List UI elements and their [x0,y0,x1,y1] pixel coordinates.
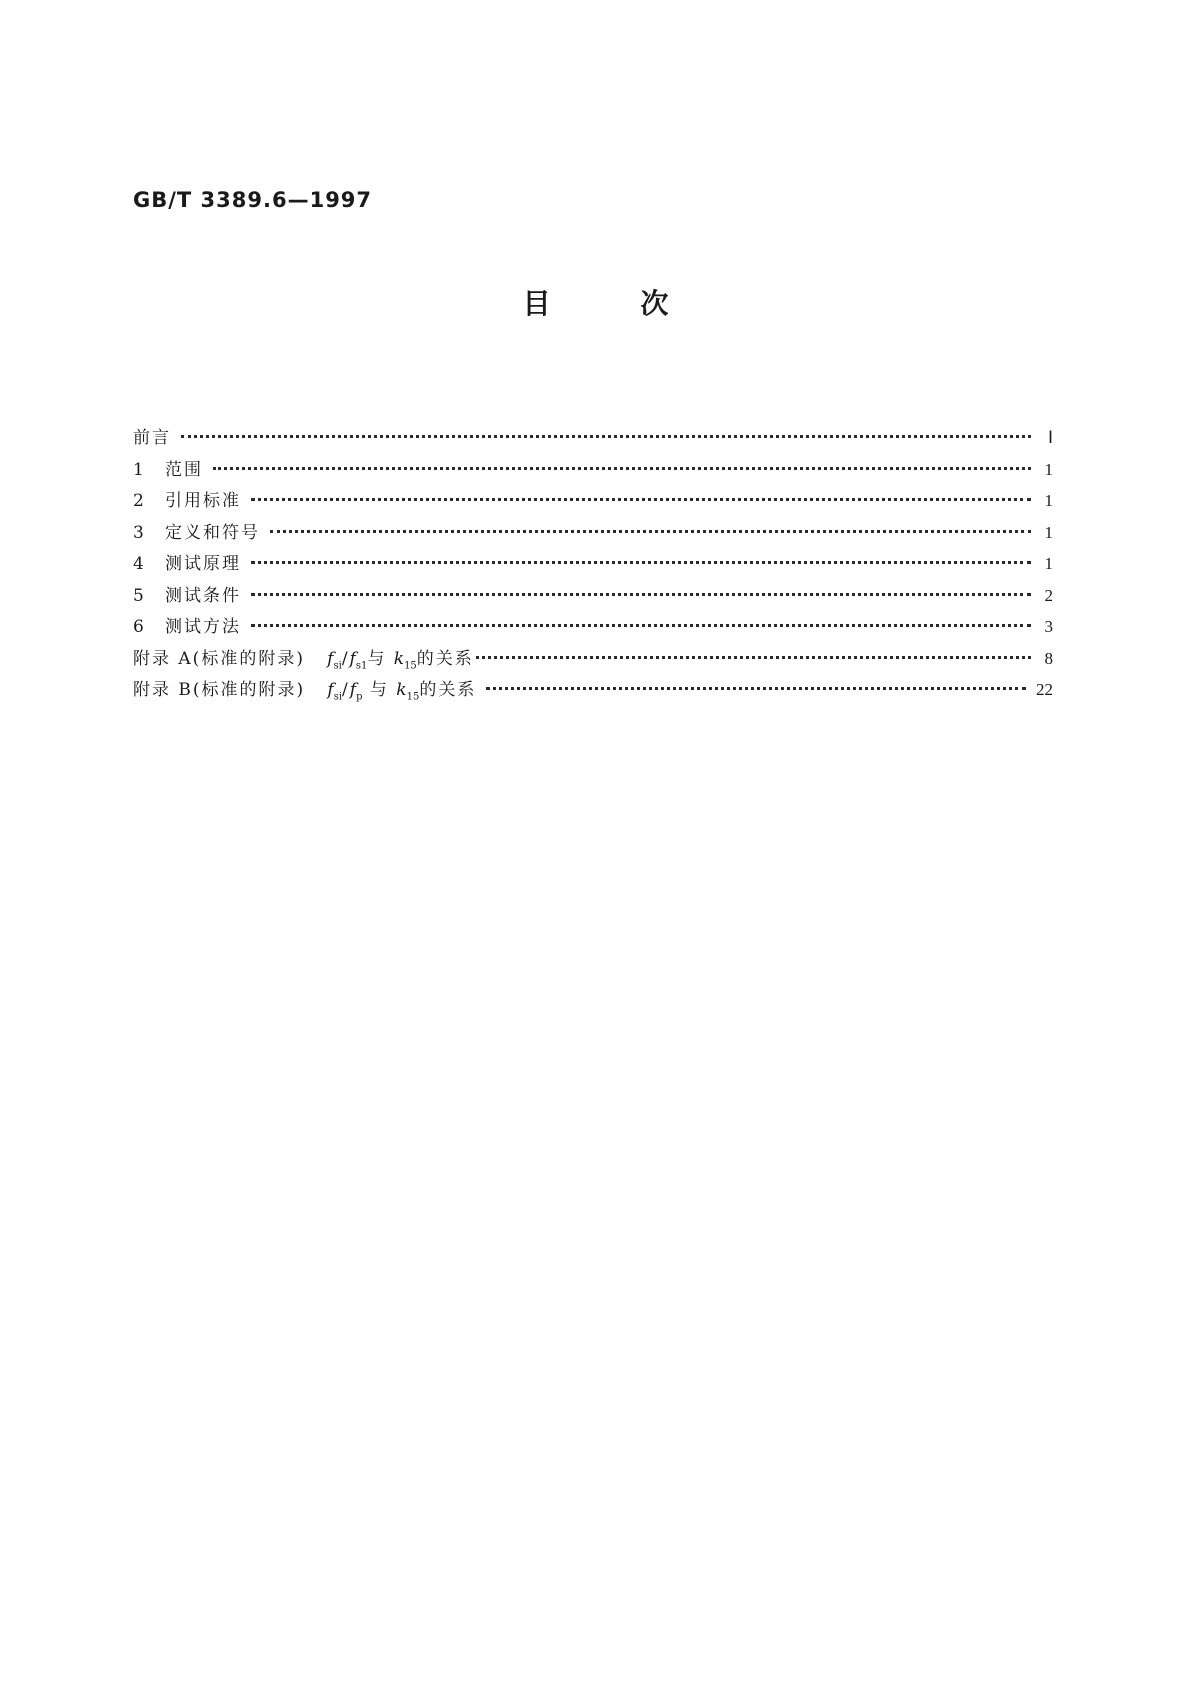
toc-entry-label: 引用标准 [165,491,241,511]
annex-prefix: 附录 A(标准的附录) [133,648,305,669]
toc-entry-page: Ⅰ [1047,428,1053,447]
toc-leader-dots [476,656,1031,659]
toc-entry-test-conditions[interactable] [133,580,1053,612]
toc-entry-number: 3 [133,522,144,543]
standard-number: GB/T 3389.6—1997 [133,188,373,212]
toc-entry-label: 定义和符号 [165,522,260,543]
toc-entry-label: 前言 [133,428,171,448]
formula-symbol: k [393,648,405,669]
annex-suffix: 的关系 [416,648,474,669]
toc-leader-dots [486,687,1026,690]
toc-leader-dots [181,435,1031,438]
toc-entry-annex-b[interactable] [133,674,1053,706]
toc-leader-dots [270,530,1031,533]
formula-slash: / [341,648,350,669]
toc-entry-label: 范围 [165,459,203,480]
toc-entry-test-method[interactable] [133,611,1053,643]
formula-symbol: f [327,648,334,669]
toc-entry-page: 2 [1044,585,1053,605]
annex-prefix: 附录 B(标准的附录) [133,680,306,700]
formula-subscript: s1 [355,659,368,671]
toc-entry-label: 测试方法 [165,617,241,637]
toc-entry-page: 1 [1044,459,1053,479]
toc-leader-dots [251,561,1031,564]
formula-connector: 与 [369,680,389,700]
formula-connector: 与 [367,648,387,669]
formula-subscript: si [333,659,342,671]
toc-entry-number: 6 [133,617,144,637]
formula-symbol: f [327,680,334,700]
toc-leader-dots [213,467,1031,470]
toc-entry-number: 5 [133,585,144,606]
toc-entry-label: 测试条件 [165,585,241,606]
toc-entry-page: 1 [1044,491,1053,510]
formula-symbol: k [396,680,407,700]
toc-entry-number: 4 [133,554,144,574]
formula-subscript: 15 [404,659,417,671]
toc-entry-page: 8 [1044,648,1053,668]
toc-entry-definitions[interactable] [133,517,1053,549]
toc-entry-page: 22 [1036,680,1053,699]
toc-entry-page: 1 [1044,522,1053,542]
toc-entry-annex-a[interactable] [133,643,1053,675]
toc-entry-label [133,675,476,713]
formula-subscript: 15 [406,691,420,703]
formula-subscript: si [333,691,343,703]
toc-heading: 目 次 [522,287,669,320]
formula-symbol: f [349,680,357,700]
toc-entry-normative-references[interactable] [133,485,1053,517]
table-of-contents [133,422,1053,706]
toc-entry-page: 3 [1044,617,1053,636]
toc-leader-dots [251,498,1031,501]
toc-leader-dots [251,593,1031,596]
formula-symbol: f [349,648,356,669]
formula-subscript: p [356,691,363,703]
toc-entry-number: 2 [133,491,144,511]
toc-entry-foreword[interactable] [133,422,1053,454]
formula-slash: / [342,680,350,700]
toc-entry-page: 1 [1044,554,1053,573]
toc-entry-test-principle[interactable] [133,548,1053,580]
toc-entry-number: 1 [133,459,144,480]
annex-suffix: 的关系 [419,680,477,700]
toc-entry-scope[interactable] [133,454,1053,486]
toc-leader-dots [251,624,1031,627]
toc-entry-label: 测试原理 [165,554,241,574]
